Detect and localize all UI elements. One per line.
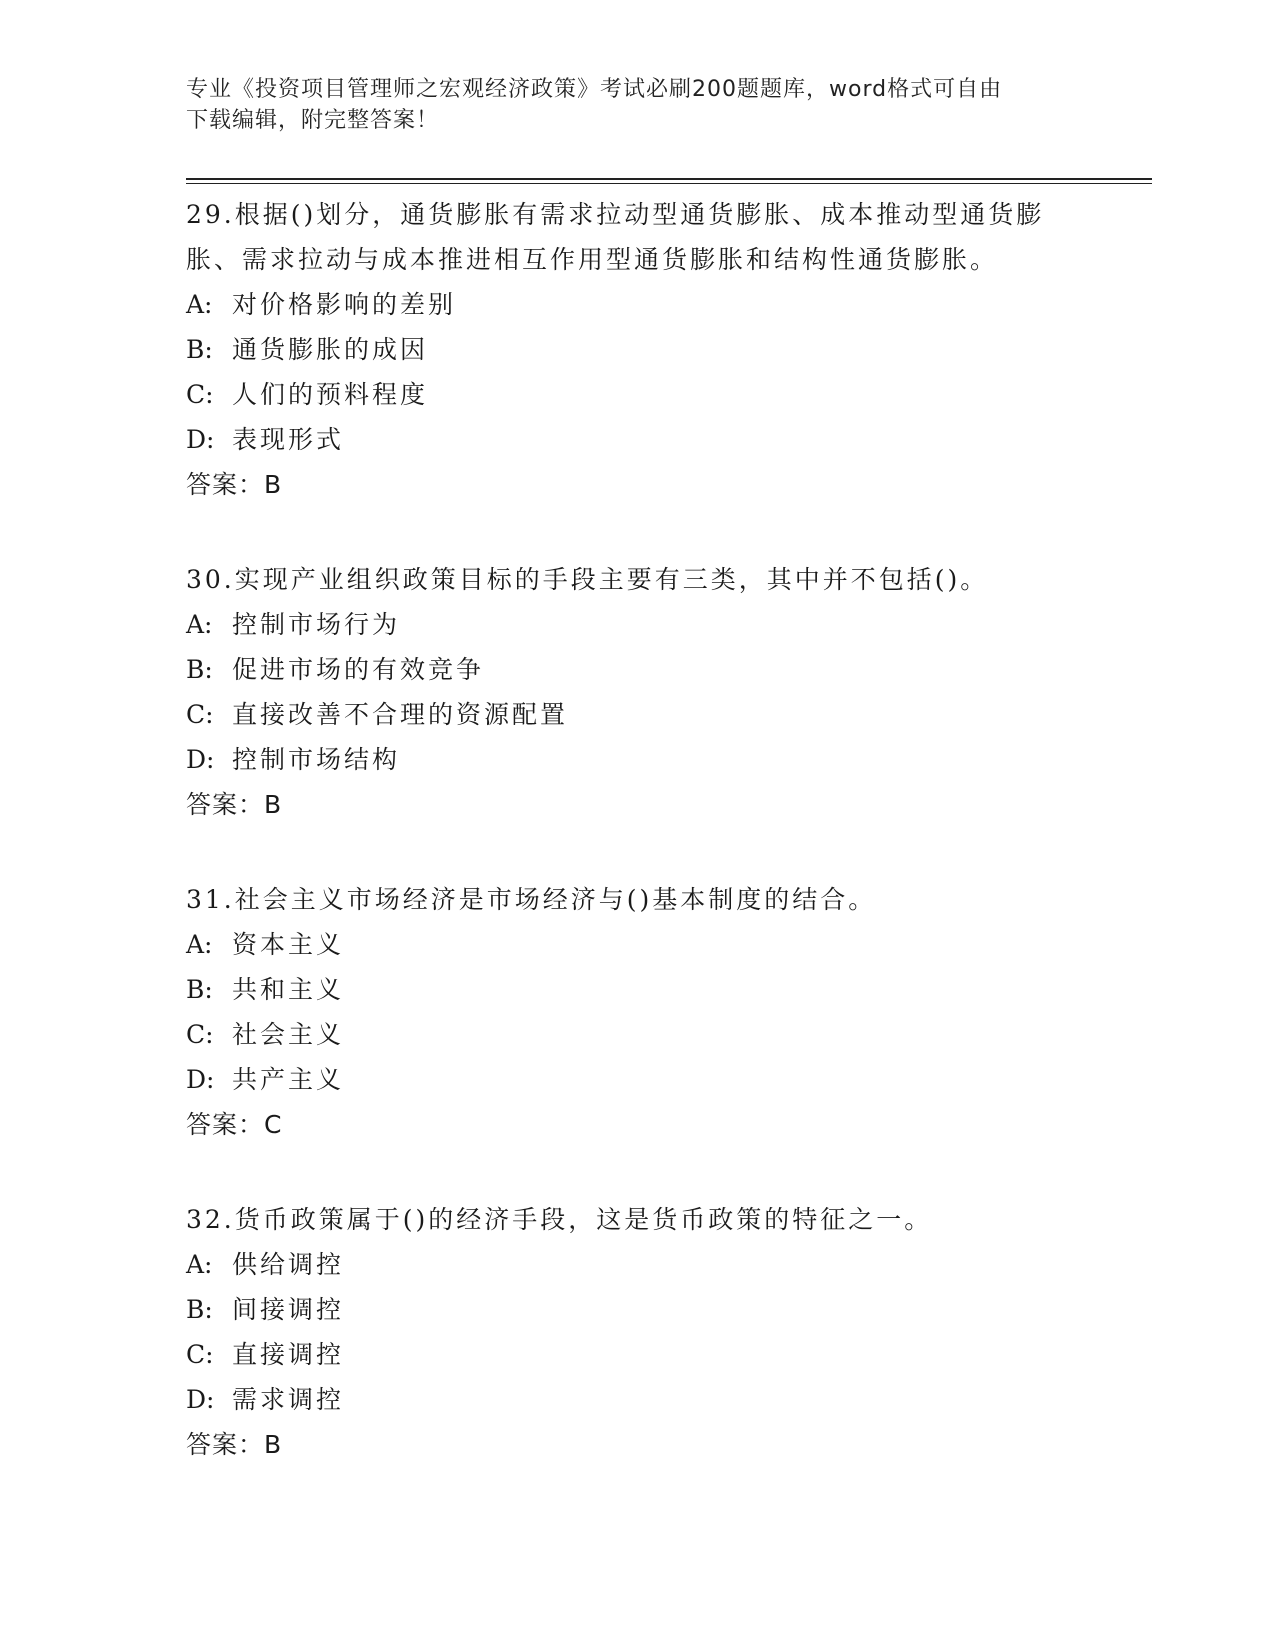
option-text: 通货膨胀的成因 [232, 335, 429, 364]
answer-value: C [264, 1110, 283, 1139]
option-text: 社会主义 [232, 1020, 345, 1049]
option-text: 共产主义 [232, 1065, 345, 1094]
option-letter: A: [186, 610, 213, 639]
header-divider-thin [186, 183, 1152, 184]
question-number: 32. [186, 1205, 235, 1234]
question-stem [186, 1197, 1086, 1242]
option-text: 需求调控 [232, 1385, 345, 1414]
option-text: 供给调控 [232, 1250, 345, 1279]
option-d [186, 737, 1086, 782]
question-number: 31. [186, 885, 235, 914]
answer-line [186, 1422, 1086, 1467]
question-list [186, 192, 1086, 1517]
option-text: 共和主义 [232, 975, 345, 1004]
option-letter: D: [186, 745, 215, 774]
option-d [186, 1377, 1086, 1422]
answer-value: B [264, 470, 283, 499]
option-text: 对价格影响的差别 [232, 290, 457, 319]
option-letter: C: [186, 1020, 214, 1049]
option-c [186, 372, 1086, 417]
header-line-1: 专业《投资项目管理师之宏观经济政策》考试必刷200题题库，word格式可自由 [186, 77, 1003, 102]
option-letter: B: [186, 335, 213, 364]
question-text: 实现产业组织政策目标的手段主要有三类，其中并不包括()。 [234, 565, 989, 594]
question-29 [186, 192, 1086, 507]
option-d [186, 417, 1086, 462]
option-a [186, 1242, 1086, 1287]
option-text: 控制市场行为 [232, 610, 401, 639]
answer-line [186, 462, 1086, 507]
option-text: 间接调控 [232, 1295, 345, 1324]
option-text: 促进市场的有效竞争 [232, 655, 485, 684]
option-text: 控制市场结构 [232, 745, 401, 774]
option-letter: D: [186, 1385, 215, 1414]
question-30 [186, 557, 1086, 827]
answer-label: 答案： [186, 790, 265, 819]
question-text: 根据()划分，通货膨胀有需求拉动型通货膨胀、成本推动型通货膨胀、需求拉动与成本推进相互作用型通货膨胀和结构性通货膨胀。 [186, 200, 1045, 274]
option-text: 表现形式 [232, 425, 345, 454]
option-c [186, 692, 1086, 737]
option-letter: B: [186, 655, 213, 684]
question-stem [186, 877, 1086, 922]
answer-label: 答案： [186, 1430, 265, 1459]
header-divider-thick [186, 178, 1152, 180]
option-d [186, 1057, 1086, 1102]
option-b [186, 647, 1086, 692]
option-letter: C: [186, 700, 214, 729]
document-header [186, 74, 1076, 136]
answer-label: 答案： [186, 1110, 265, 1139]
option-a [186, 282, 1086, 327]
question-stem [186, 192, 1086, 282]
option-letter: D: [186, 1065, 215, 1094]
question-number: 30. [186, 565, 235, 594]
question-stem [186, 557, 1086, 602]
question-text: 货币政策属于()的经济手段，这是货币政策的特征之一。 [234, 1205, 933, 1234]
option-c [186, 1012, 1086, 1057]
option-letter: A: [186, 1250, 213, 1279]
option-text: 直接改善不合理的资源配置 [232, 700, 569, 729]
option-letter: C: [186, 1340, 214, 1369]
option-text: 人们的预料程度 [232, 380, 429, 409]
option-b [186, 967, 1086, 1012]
question-32 [186, 1197, 1086, 1467]
option-letter: B: [186, 975, 213, 1004]
answer-label: 答案： [186, 470, 265, 499]
question-number: 29. [186, 200, 235, 229]
option-text: 直接调控 [232, 1340, 345, 1369]
option-c [186, 1332, 1086, 1377]
option-letter: A: [186, 930, 213, 959]
option-a [186, 922, 1086, 967]
answer-line [186, 782, 1086, 827]
option-letter: A: [186, 290, 213, 319]
option-letter: B: [186, 1295, 213, 1324]
option-b [186, 327, 1086, 372]
option-b [186, 1287, 1086, 1332]
option-letter: C: [186, 380, 214, 409]
option-a [186, 602, 1086, 647]
answer-value: B [264, 790, 283, 819]
answer-line [186, 1102, 1086, 1147]
option-text: 资本主义 [232, 930, 345, 959]
question-text: 社会主义市场经济是市场经济与()基本制度的结合。 [234, 885, 877, 914]
question-31 [186, 877, 1086, 1147]
option-letter: D: [186, 425, 215, 454]
header-line-2: 下载编辑，附完整答案！ [186, 108, 440, 133]
answer-value: B [264, 1430, 283, 1459]
